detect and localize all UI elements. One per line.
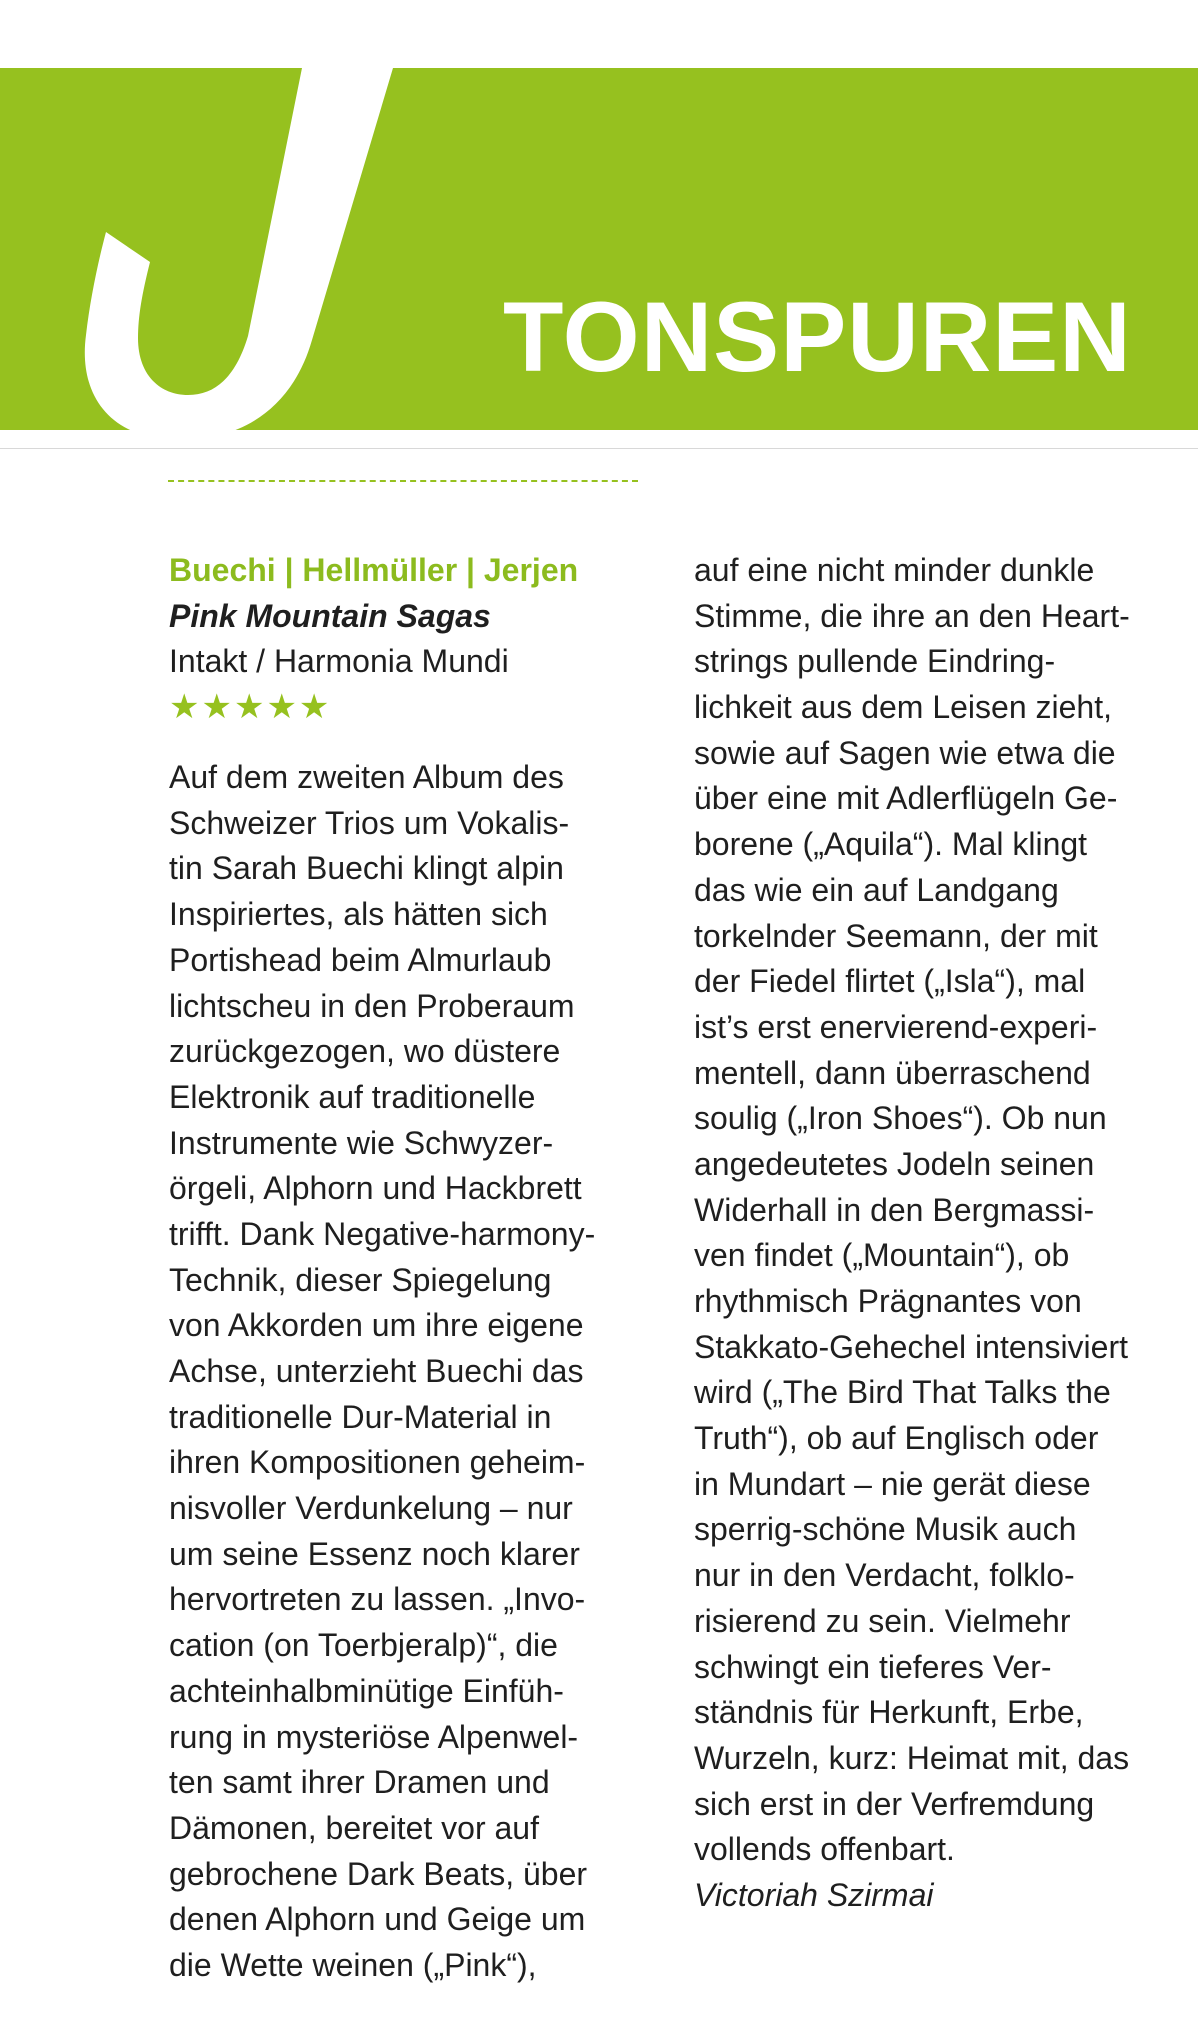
review-text-line: risierend zu sein. Vielmehr — [694, 1602, 1071, 1639]
review-text-line: Elektronik auf traditionelle — [169, 1078, 536, 1115]
review-column-right — [694, 548, 1174, 1919]
review-column-left — [169, 548, 649, 1989]
review-text-line: Stakkato-Gehechel intensiviert — [694, 1328, 1128, 1365]
review-text-line: rhythmisch Prägnantes von — [694, 1283, 1082, 1319]
review-text-line: soulig („Iron Shoes“). Ob nun — [694, 1100, 1107, 1137]
review-text-line: nur in den Verdacht, folklo- — [694, 1557, 1075, 1594]
review-text-line: nisvoller Verdunkelung – nur — [169, 1490, 573, 1527]
review-text-line: lichtscheu in den Proberaum — [169, 987, 575, 1024]
review-text-line: ständnis für Herkunft, Erbe, — [694, 1694, 1084, 1731]
review-text-line: rung in mysteriöse Alpenwel- — [169, 1718, 579, 1755]
review-text-line: Schweizer Trios um Vokalis- — [169, 804, 570, 841]
review-text-line: um seine Essenz noch klarer — [169, 1535, 580, 1572]
review-text-line: Wurzeln, kurz: Heimat mit, das — [694, 1739, 1130, 1776]
review-text-line: tin Sarah Buechi klingt alpin — [169, 850, 564, 887]
review-text-line: ven findet („Mountain“), ob — [694, 1237, 1070, 1274]
review-text-line: sich erst in der Verfremdung — [694, 1785, 1095, 1822]
record-label: Intakt / Harmonia Mundi — [169, 643, 509, 680]
review-text-line: traditionelle Dur-Material in — [169, 1398, 552, 1435]
review-text-line: gebrochene Dark Beats, über — [169, 1855, 588, 1892]
review-text-line: die Wette weinen („Pink“), — [169, 1946, 537, 1983]
review-text-line: Inspiriertes, als hätten sich — [169, 896, 548, 933]
artist-name: Buechi | Hellmüller | Jerjen — [169, 552, 579, 588]
section-title: TONSPUREN — [503, 281, 1132, 392]
review-text-line: Truth“), ob auf Englisch oder — [694, 1420, 1099, 1457]
review-text-line: wird („The Bird That Talks the — [694, 1374, 1111, 1411]
review-text-line: zurückgezogen, wo düstere — [169, 1033, 561, 1070]
review-text-line: der Fiedel flirtet („Isla“), mal — [694, 963, 1086, 1000]
review-text-line: cation (on Toerbjeralp)“, die — [169, 1627, 558, 1664]
review-text-line: sperrig-schöne Musik auch — [694, 1511, 1077, 1548]
review-text-line: Achse, unterzieht Buechi das — [169, 1353, 584, 1389]
review-text-line: vollends offenbart. — [694, 1831, 955, 1868]
review-text-line: torkelnder Seemann, der mit — [694, 917, 1098, 954]
review-text-line: schwingt ein tieferes Ver- — [694, 1648, 1052, 1685]
review-text-line: über eine mit Adlerflügeln Ge- — [694, 780, 1118, 817]
review-text-line: mentell, dann überraschend — [694, 1054, 1091, 1091]
review-text-line: Portishead beim Almurlaub — [169, 941, 552, 978]
review-text-line: das wie ein auf Landgang — [694, 871, 1059, 908]
review-text-line: von Akkorden um ihre eigene — [169, 1307, 584, 1344]
review-text-line: ihren Kompositionen geheim- — [169, 1444, 586, 1481]
dashed-divider — [168, 480, 638, 482]
review-text-line: Widerhall in den Bergmassi- — [694, 1191, 1095, 1228]
review-text-line: örgeli, Alphorn und Hackbrett — [169, 1170, 582, 1207]
review-author: Victoriah Szirmai — [694, 1876, 934, 1913]
album-title: Pink Mountain Sagas — [169, 597, 491, 634]
review-text-line: Dämonen, bereitet vor auf — [169, 1809, 539, 1846]
review-text-line: denen Alphorn und Geige um — [169, 1901, 586, 1938]
review-text-line: trifft. Dank Negative-harmony- — [169, 1215, 596, 1252]
review-text-line: achteinhalbminütige Einfüh- — [169, 1672, 564, 1709]
review-text-line: Technik, dieser Spiegelung — [169, 1261, 552, 1298]
review-text-line: in Mundart – nie gerät diese — [694, 1465, 1091, 1502]
review-body-left — [169, 755, 649, 1989]
review-text-line: Auf dem zweiten Album des — [169, 759, 564, 796]
review-text-line: ist’s erst enervierend-experi- — [694, 1008, 1098, 1045]
review-body-right — [694, 548, 1174, 1873]
j-logo-icon — [0, 0, 420, 480]
review-text-line: ten samt ihrer Dramen und — [169, 1764, 550, 1801]
review-text-line: strings pullende Eindring- — [694, 643, 1056, 680]
review-text-line: borene („Aquila“). Mal klingt — [694, 826, 1088, 863]
review-text-line: hervortreten zu lassen. „Invo- — [169, 1581, 586, 1618]
review-text-line: Instrumente wie Schwyzer- — [169, 1124, 554, 1161]
rating-stars-icon: ★★★★★ — [169, 688, 332, 727]
review-text-line: auf eine nicht minder dunkle — [694, 552, 1095, 588]
review-text-line: lichkeit aus dem Leisen zieht, — [694, 689, 1112, 726]
header-divider — [0, 448, 1198, 449]
review-text-line: angedeutetes Jodeln seinen — [694, 1145, 1095, 1182]
review-text-line: Stimme, die ihre an den Heart- — [694, 597, 1130, 634]
review-text-line: sowie auf Sagen wie etwa die — [694, 734, 1116, 771]
